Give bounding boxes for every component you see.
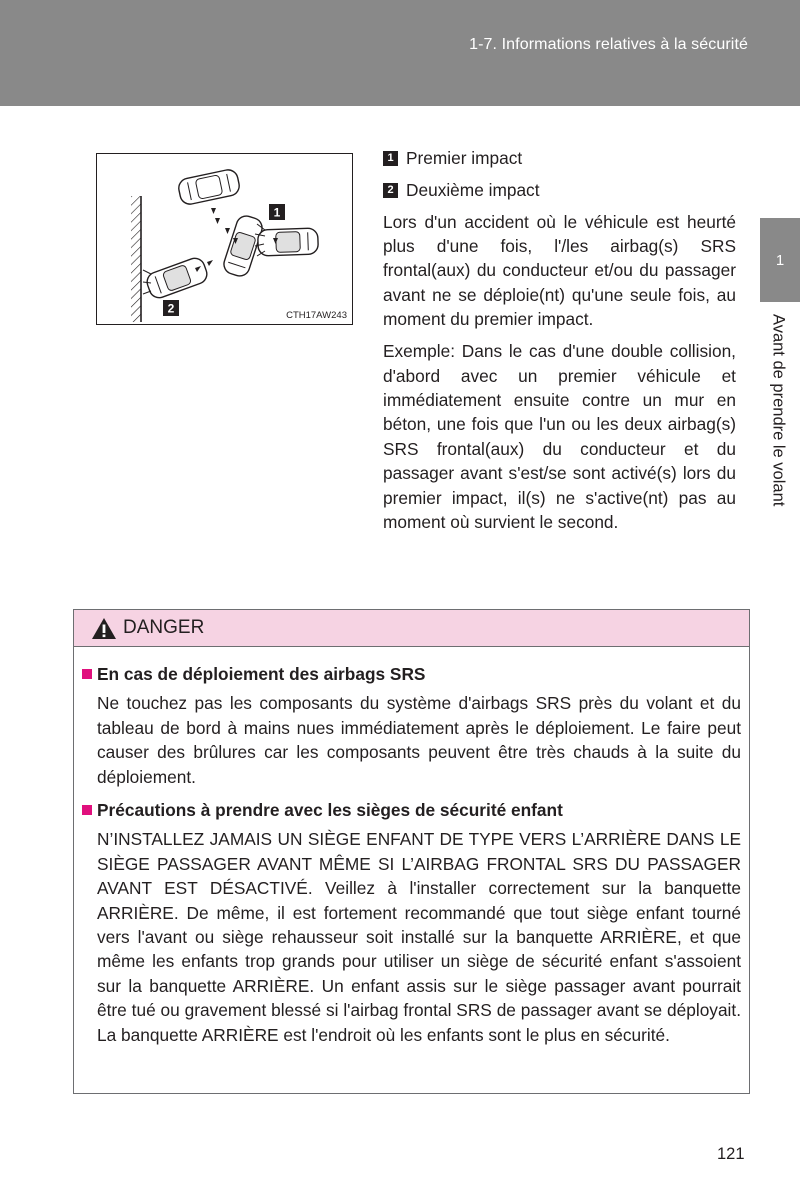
- section-title: 1-7. Informations relatives à la sécurité: [469, 36, 748, 53]
- legend-number: 2: [383, 183, 398, 198]
- chapter-tab: [760, 218, 800, 302]
- square-bullet-icon: [82, 805, 92, 815]
- collision-drawing: [97, 154, 353, 325]
- legend-item-second-impact: [383, 178, 736, 202]
- danger-section-title: [82, 662, 741, 686]
- paragraph-multiple-impacts: Lors d'un accident où le véhicule est heurté plus d'une fois, l'/les airbag(s) SRS frontal(aux) du conducteur et/ou du passager avant ne se déploie(nt) qu'une seule fois, au moment du premier impact.: [383, 211, 736, 330]
- danger-section-text: Ne touchez pas les composants du système d'airbags SRS près du volant et du tableau de bord à mains nues immédiatement après le déploiement. Le faire peut causer des brûlures car les composants peuvent être très chauds à la suite du déploiement.: [97, 693, 741, 787]
- figure-code: CTH17AW243: [286, 310, 347, 321]
- legend-number: 1: [383, 151, 398, 166]
- explanation-column: [383, 146, 736, 542]
- danger-section-heading: Précautions à prendre avec les sièges de sécurité enfant: [97, 800, 563, 821]
- chapter-number: 1: [775, 251, 785, 269]
- page-header: [0, 0, 800, 106]
- second-vehicle: [258, 228, 319, 256]
- vehicle-at-wall: [144, 256, 209, 301]
- page-number: 121: [717, 1145, 745, 1163]
- warning-triangle-icon: [91, 617, 117, 640]
- danger-box: [73, 609, 750, 1094]
- marker-2: 2: [167, 301, 175, 316]
- danger-header: [74, 610, 749, 647]
- danger-section-heading: En cas de déploiement des airbags SRS: [97, 664, 426, 684]
- collision-illustration: [96, 153, 353, 325]
- legend-item-first-impact: [383, 146, 736, 170]
- marker-1: 1: [273, 205, 281, 220]
- danger-title: DANGER: [123, 617, 205, 638]
- first-vehicle-top: [177, 168, 241, 206]
- square-bullet-icon: [82, 669, 92, 679]
- paragraph-example: Exemple: Dans le cas d'une double collision, d'abord avec un premier véhicule et immédiatement ensuite contre un mur en béton, une fois que l'un ou les deux airbag(s) SRS frontal(aux) du conducteur et du passager avant s'est/se sont activé(s) lors du premier impact, il(s) ne s'active(nt) pas au moment où survient le second.: [383, 341, 736, 532]
- legend-label: Premier impact: [406, 148, 523, 168]
- danger-content: [74, 647, 749, 1047]
- wall-hatch: [131, 196, 141, 322]
- chapter-label: Avant de prendre le volant: [769, 314, 788, 507]
- danger-section-title: [82, 798, 741, 822]
- danger-section-text: N’INSTALLEZ JAMAIS UN SIÈGE ENFANT DE TYPE VERS L’ARRIÈRE DANS LE SIÈGE PASSAGER AVANT MÊME SI L’AIRBAG FRONTAL SRS DU PASSAGER AVANT EST DÉSACTIVÉ. Veillez à l'installer correctement sur la banquette ARRIÈRE. De même, il est fortement recommandé que tout siège enfant tourné vers l'avant ou siège rehausseur soit installé sur la banquette ARRIÈRE, et que même les enfants trop grands pour utiliser un siège de sécurité enfant s'assoient sur la banquette ARRIÈRE. Un enfant assis sur le siège passager avant pourrait être tué ou gravement blessé si l'airbag frontal SRS de passager avant se déployait. La banquette ARRIÈRE est l'endroit où les enfants sont le plus en sécurité.: [97, 829, 741, 1045]
- legend-label: Deuxième impact: [406, 179, 540, 200]
